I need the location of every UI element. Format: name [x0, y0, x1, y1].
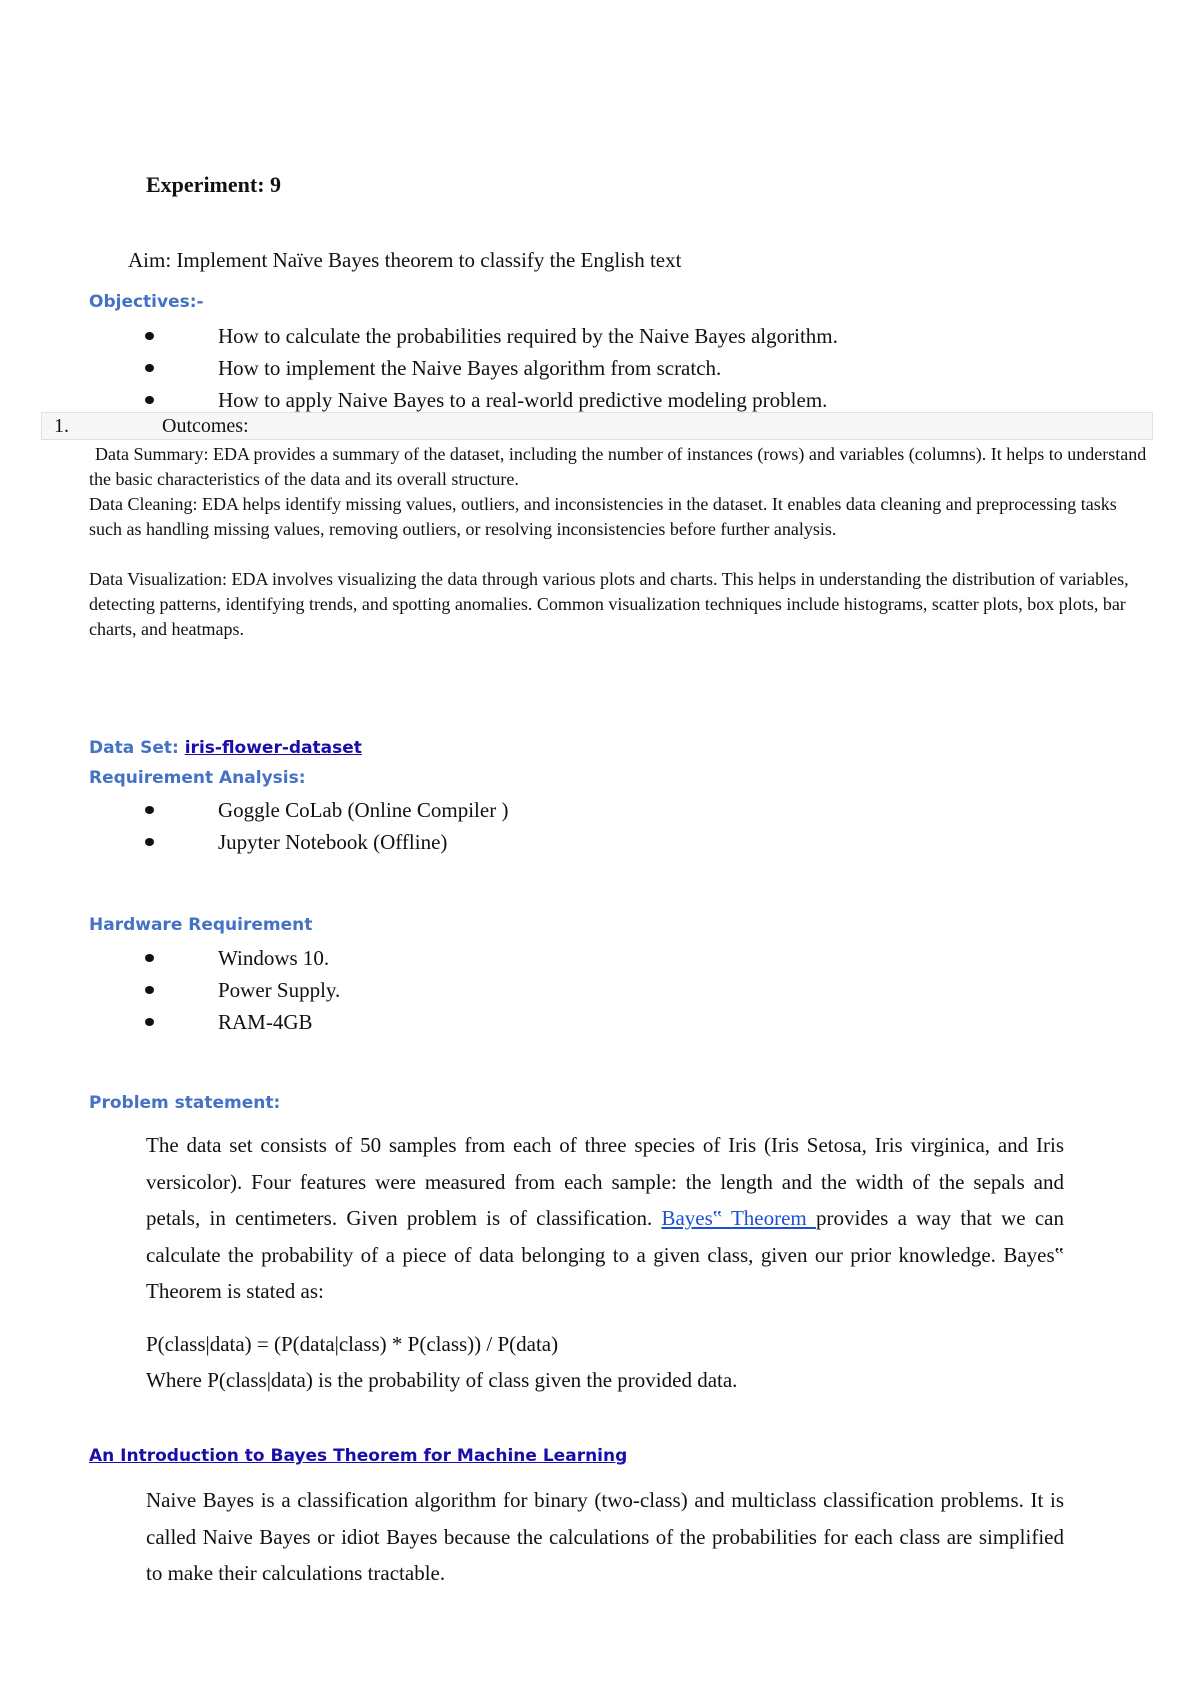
intro-heading — [89, 1446, 627, 1466]
dataset-label: Data Set: — [89, 738, 179, 758]
outcomes-number: 1. — [54, 415, 69, 437]
formula-explanation: Where P(class|data) is the probability of class given the provided data. — [146, 1368, 738, 1392]
bullet-icon — [145, 954, 154, 962]
bayes-formula: P(class|data) = (P(data|class) * P(class)) / P(data) — [146, 1332, 559, 1356]
outcomes-heading-bar — [41, 412, 1153, 440]
bayes-theorem-link[interactable]: Bayes‟ Theorem — [661, 1206, 817, 1230]
intro-paragraph: Naive Bayes is a classification algorithm for binary (two-class) and multiclass classification problems. It is called Naive Bayes or idiot Bayes because the calculations of the probabilities for each class are simplified to make their calculations tractable. — [146, 1488, 1064, 1585]
problem-paragraph: The data set consists of 50 samples from each of three species of Iris (Iris Setosa, Iris virginica, and Iris versicolor). Four features were measured from each sample: the length and the width of the sepals and petals, in centimeters. Given problem is of classification. Bayes‟ Theorem provides a way that we can calculate the probability of a piece of data belonging to a given class, given our prior knowledge. Bayes‟ Theorem is stated as: — [146, 1133, 1065, 1303]
bullet-icon — [145, 332, 154, 340]
bullet-icon — [145, 364, 154, 372]
dataset-line — [89, 738, 362, 758]
intro-heading-link[interactable]: An Introduction to Bayes Theorem for Machine Learning — [89, 1446, 628, 1466]
bullet-icon — [145, 1018, 154, 1026]
requirements-heading: Requirement Analysis: — [89, 768, 306, 788]
page-title: Experiment: 9 — [146, 172, 282, 197]
outcome-data-cleaning: Data Cleaning: EDA helps identify missing values, outliers, and inconsistencies in the dataset. It enables data cleaning and preprocessing tasks such as handling missing values, removing outliers, or resolving inconsistencies before further analysis. — [89, 494, 1117, 539]
outcome-data-visualization: Data Visualization: EDA involves visualizing the data through various plots and charts. This helps in understanding the distribution of variables, detecting patterns, identifying trends, and spotting anomalies. Common visualization techniques include histograms, scatter plots, box plots, bar charts, and heatmaps. — [89, 569, 1129, 639]
bullet-icon — [145, 396, 154, 404]
bullet-icon — [145, 806, 154, 814]
hardware-heading: Hardware Requirement — [89, 915, 313, 935]
problem-heading: Problem statement: — [89, 1093, 281, 1113]
bullet-icon — [145, 838, 154, 846]
bullet-icon — [145, 986, 154, 994]
aim-text: Aim: Implement Naïve Bayes theorem to classify the English text — [128, 248, 682, 272]
outcomes-label: Outcomes: — [162, 415, 249, 437]
dataset-link[interactable]: iris-flower-dataset — [184, 738, 362, 758]
outcome-data-summary: Data Summary: EDA provides a summary of the dataset, including the number of instances (rows) and variables (columns). It helps to understand the basic characteristics of the data and its overall structure. — [89, 444, 1147, 489]
objectives-heading: Objectives:- — [89, 292, 204, 312]
